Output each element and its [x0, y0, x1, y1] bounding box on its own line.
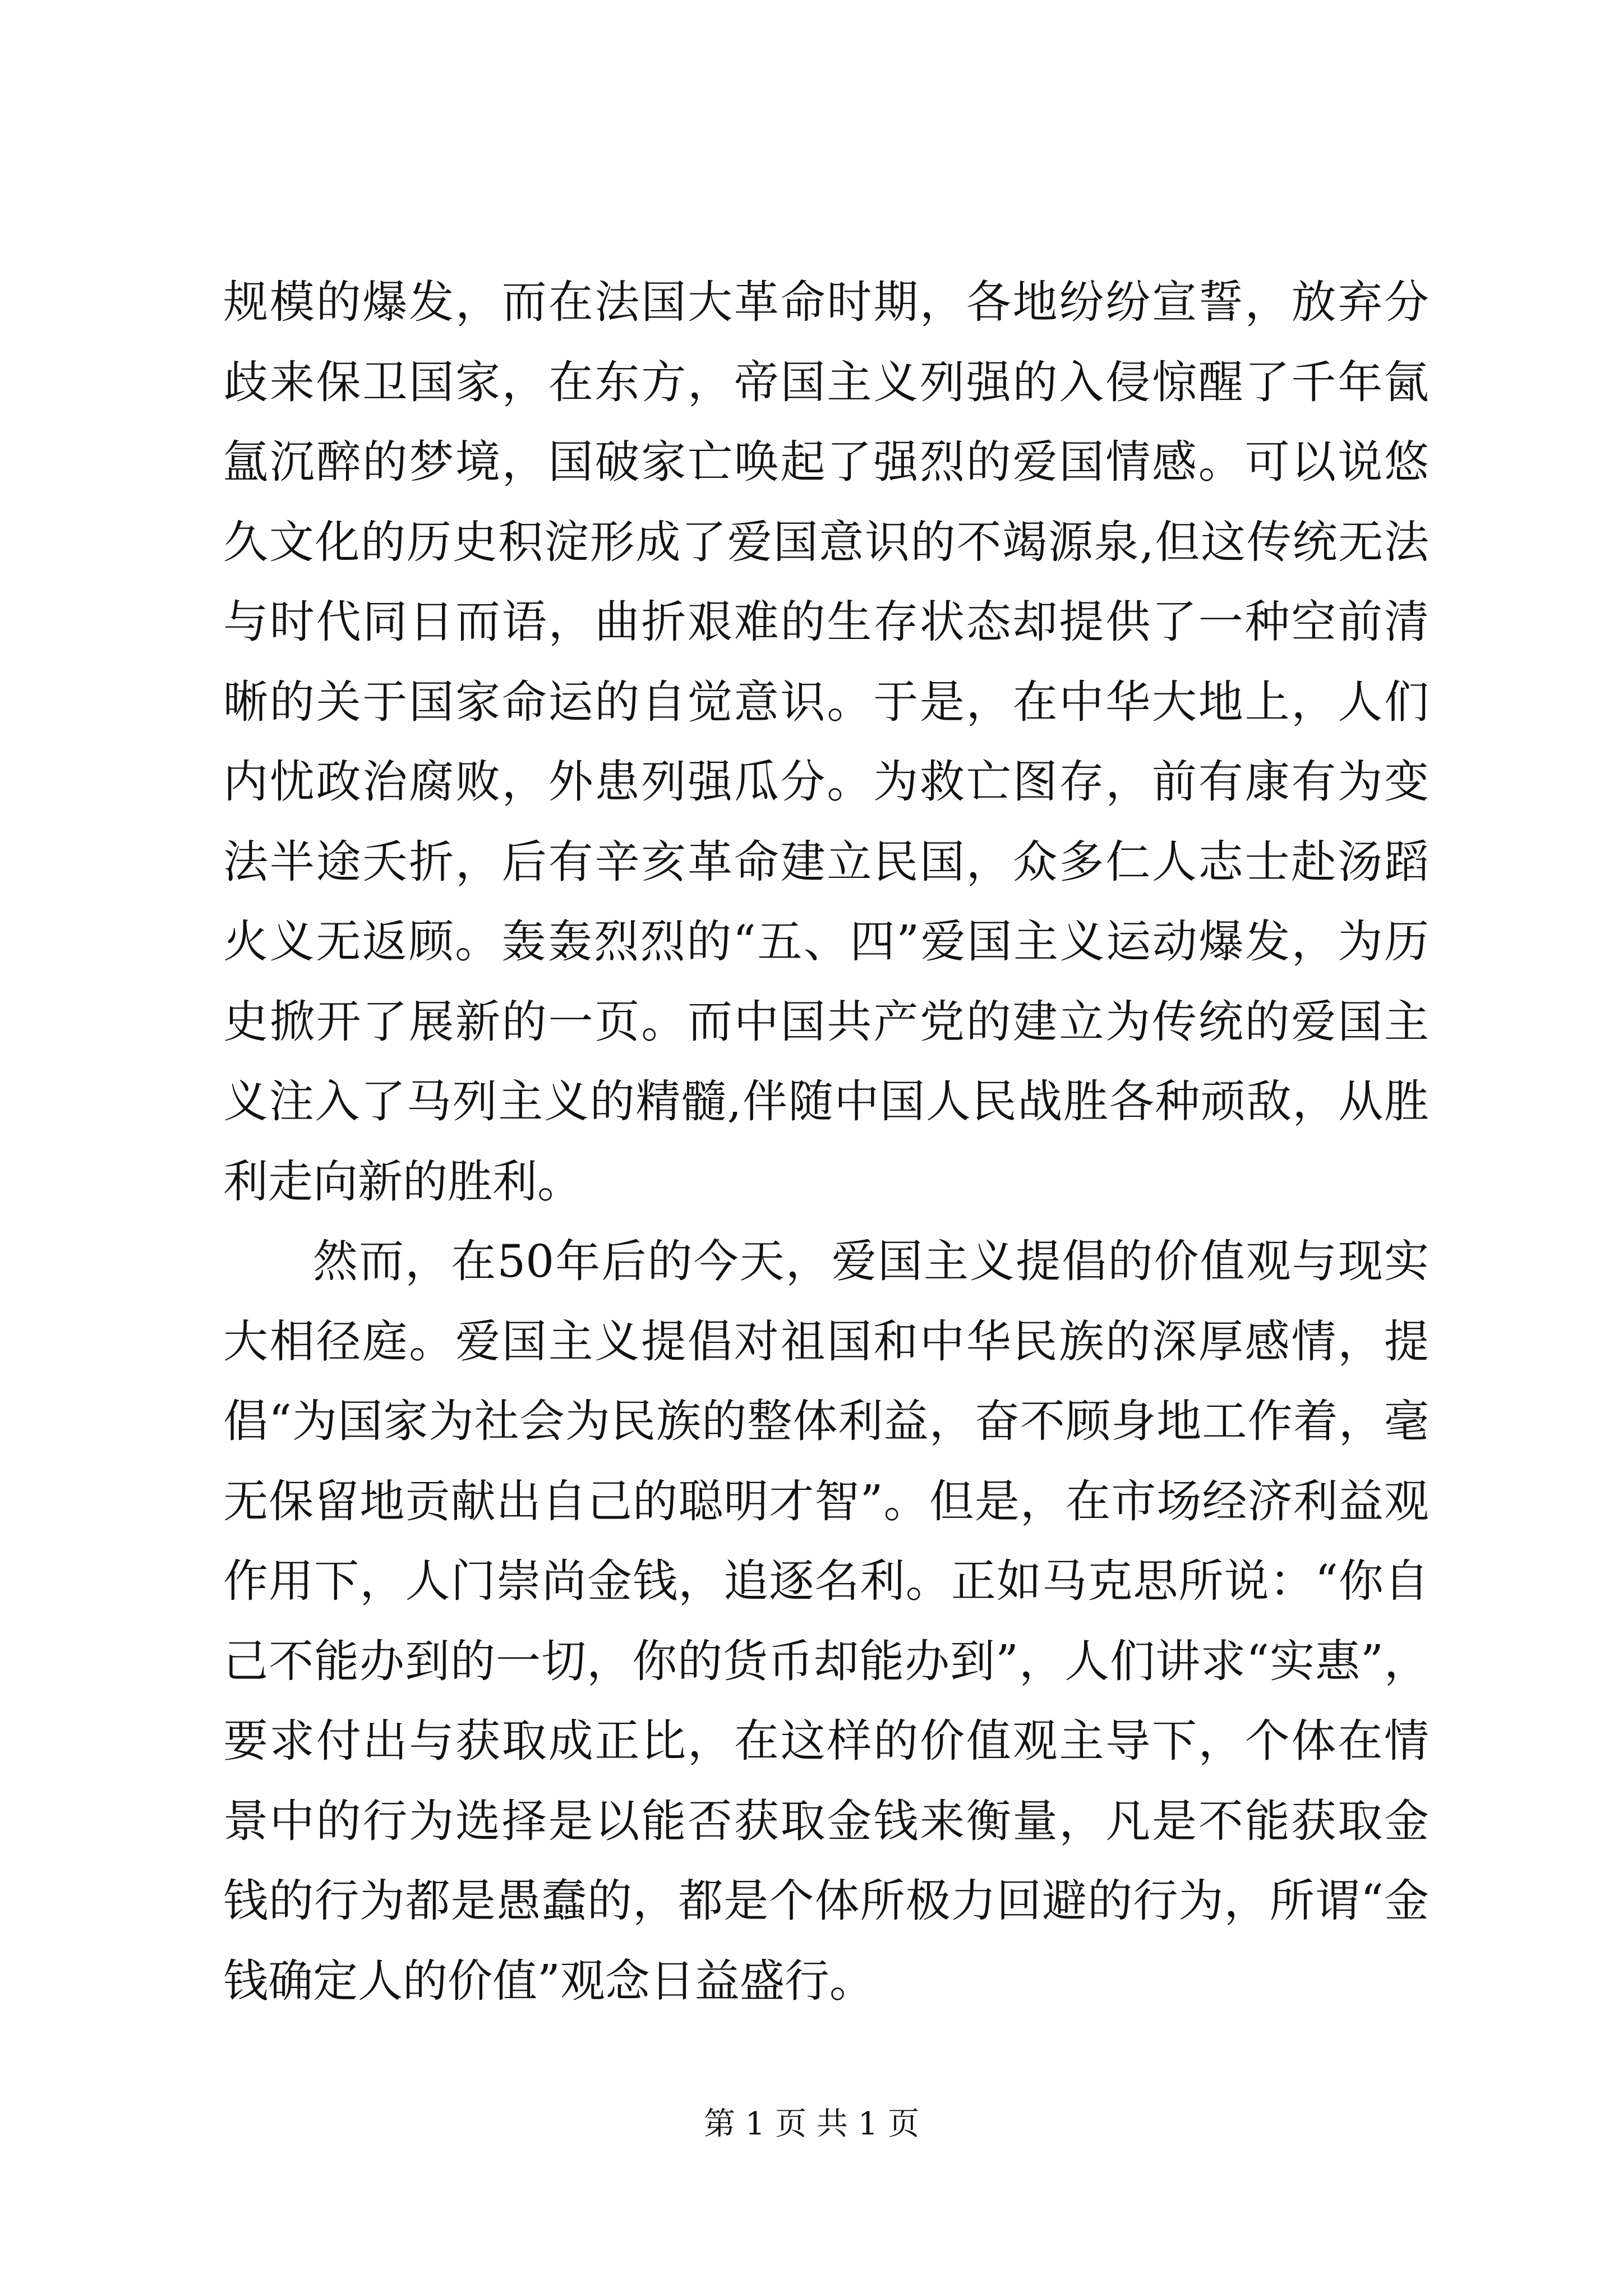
document-body — [223, 263, 1429, 2021]
paragraph-2: 然而，在50年后的今天，爱国主义提倡的价值观与现实大相径庭。爱国主义提倡对祖国和中华民族的深厚感情，提倡“为国家为社会为民族的整体利益，奋不顾身地工作着，毫无保留地贡献出自己的聪明才智”。但是，在市场经济利益观作用下，人门崇尚金钱，追逐名利。正如马克思所说：“你自己不能办到的一切，你的货币却能办到”，人们讲求“实惠”，要求付出与获取成正比，在这样的价值观主导下，个体在情景中的行为选择是以能否获取金钱来衡量，凡是不能获取金钱的行为都是愚蠢的，都是个体所极力回避的行为，所谓“金钱确定人的价值”观念日益盛行。 — [223, 1235, 1429, 2007]
page-footer: 第 1 页 共 1 页 — [703, 2106, 920, 2142]
paragraph-1: 规模的爆发，而在法国大革命时期，各地纷纷宣誓，放弃分歧来保卫国家，在东方，帝国主义列强的入侵惊醒了千年氤氲沉醉的梦境，国破家亡唤起了强烈的爱国情感。可以说悠久文化的历史积淀形成了爱国意识的不竭源泉,但这传统无法与时代同日而语，曲折艰难的生存状态却提供了一种空前清晰的关于国家命运的自觉意识。于是，在中华大地上，人们内忧政治腐败，外患列强瓜分。为救亡图存，前有康有为变法半途夭折，后有辛亥革命建立民国，众多仁人志士赴汤蹈火义无返顾。轰轰烈烈的“五、四”爱国主义运动爆发，为历史掀开了展新的一页。而中国共产党的建立为传统的爱国主义注入了马列主义的精髓,伴随中国人民战胜各种顽敌，从胜利走向新的胜利。 — [223, 276, 1429, 1208]
